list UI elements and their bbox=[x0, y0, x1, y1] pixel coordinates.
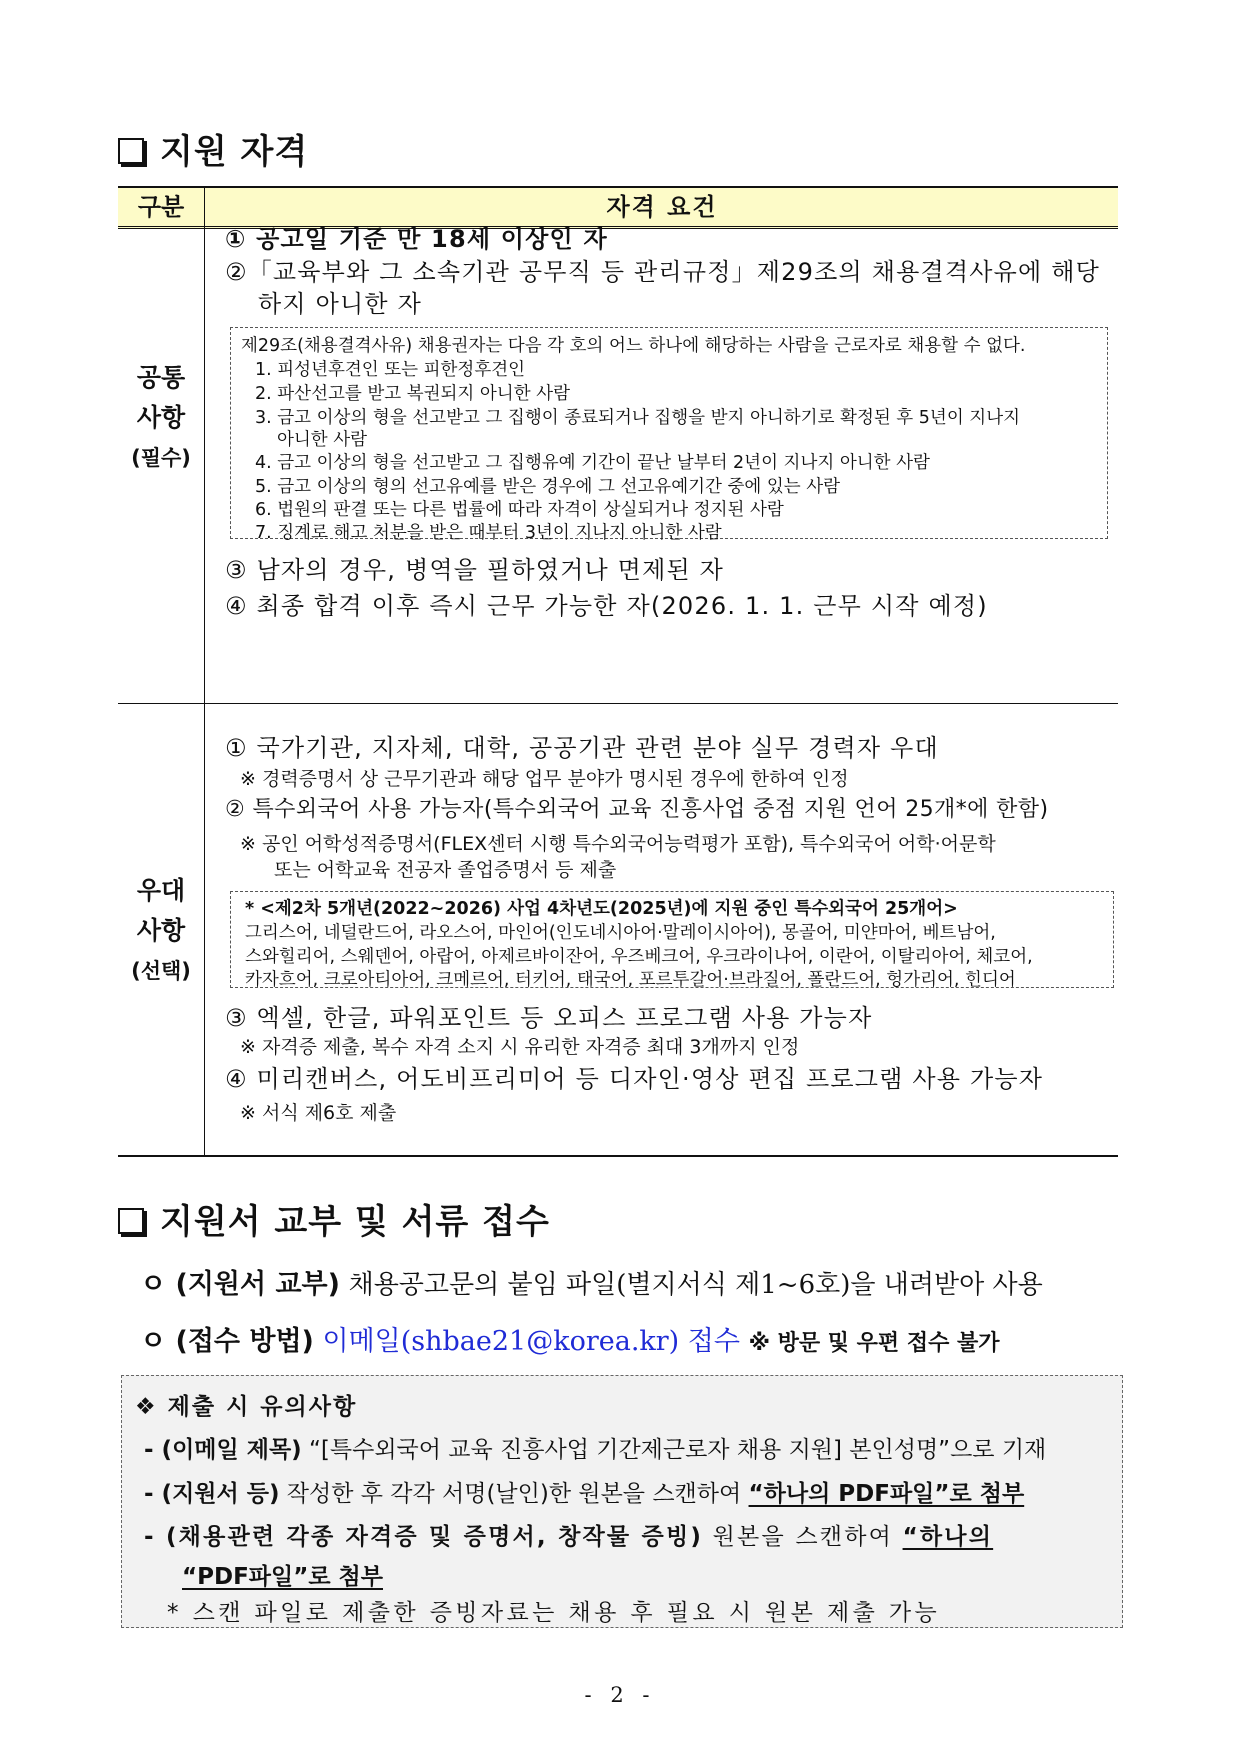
header-category: 구분 bbox=[137, 193, 185, 221]
category-preference: 우대 사항 (선택) bbox=[131, 876, 191, 983]
box-line: 6. 법원의 판결 또는 다른 법률에 따라 자격이 상실되거나 정지된 사람 bbox=[255, 500, 784, 520]
section-title-application: 지원서 교부 및 서류 접수 bbox=[118, 1194, 550, 1243]
pref-item-4: ④ 미리캔버스, 어도비프리미어 등 디자인·영상 편집 프로그램 사용 가능자 bbox=[225, 1065, 1044, 1093]
box-line: 2. 파산선고를 받고 복권되지 아니한 사람 bbox=[255, 384, 570, 404]
notice-line-application: - (지원서 등) 작성한 후 각각 서명(날인)한 원본을 스캔하여 “하나의 PDF파일”로 첨부 bbox=[144, 1481, 1025, 1507]
column-divider bbox=[204, 186, 205, 1157]
pref-item-2: ② 특수외국어 사용 가능자(특수외국어 교육 진흥사업 중점 지원 언어 25개*에 한함) bbox=[225, 797, 1049, 822]
languages-box bbox=[230, 891, 1114, 988]
section-title-qualification: 지원 자격 bbox=[118, 124, 308, 173]
languages-box-title: * <제2차 5개년(2022~2026) 사업 4차년도(2025년)에 지원 중인 특수외국어 25개어> bbox=[245, 899, 958, 919]
checkbox-square-icon bbox=[118, 1208, 144, 1234]
common-item-3: ③ 남자의 경우, 병역을 필하였거나 면제된 자 bbox=[225, 556, 725, 584]
notice-title: ❖ 제출 시 유의사항 bbox=[135, 1394, 358, 1420]
disqualification-box bbox=[230, 327, 1108, 543]
common-item-4: ④ 최종 합격 이후 즉시 근무 가능한 자(2026. 1. 1. 근무 시작 예정) bbox=[225, 592, 988, 620]
box-line: 1. 피성년후견인 또는 피한정후견인 bbox=[255, 360, 526, 380]
box-line: 5. 금고 이상의 형의 선고유예를 받은 경우에 그 선고유예기간 중에 있는 사람 bbox=[255, 477, 841, 497]
pref-note-4: ※ 서식 제6호 제출 bbox=[240, 1102, 397, 1124]
pref-note-2-cont: 또는 어학교육 전공자 졸업증명서 등 제출 bbox=[274, 859, 617, 881]
category-common: 공통 사항 (필수) bbox=[131, 363, 191, 470]
pref-note-2: ※ 공인 어학성적증명서(FLEX센터 시행 특수외국어능력평가 포함), 특수외국어 어학·어문학 bbox=[240, 833, 996, 855]
languages-line: 스와힐리어, 스웨덴어, 아랍어, 아제르바이잔어, 우즈베크어, 우크라이나어, 이란어, 이탈리아어, 체코어, bbox=[245, 947, 1033, 967]
checkbox-square-icon bbox=[118, 138, 144, 164]
bullet-application-form: ㅇ (지원서 교부) 채용공고문의 붙임 파일(별지서식 제1~6호)을 내려받아 사용 bbox=[140, 1269, 1043, 1300]
common-item-2: ②「교육부와 그 소속기관 공무직 등 관리규정」제29조의 채용결격사유에 해당 bbox=[225, 258, 1100, 286]
box-line: 3. 금고 이상의 형을 선고받고 그 집행이 종료되거나 집행을 받지 아니하기로 확정된 후 5년이 지나지 bbox=[255, 408, 1021, 428]
bullet-submission-method: ㅇ (접수 방법) 이메일(shbae21@korea.kr) 접수 ※ 방문 및 우편 접수 불가 bbox=[140, 1326, 1000, 1357]
notice-line-email-subject: - (이메일 제목) “[특수외국어 교육 진흥사업 기간제근로자 채용 지원] 본인성명”으로 기재 bbox=[144, 1437, 1047, 1463]
submission-notice-box bbox=[121, 1375, 1123, 1628]
common-item-2-cont: 하지 아니한 자 bbox=[258, 290, 422, 318]
box-line: 7. 징계로 해고 처분을 받은 때부터 3년이 지나지 아니한 사람 bbox=[255, 523, 722, 543]
languages-line: 카자흐어, 크로아티아어, 크메르어, 터키어, 태국어, 포르투갈어·브라질어, 폴란드어, 헝가리어, 힌디어 bbox=[245, 970, 1016, 990]
page-number: - 2 - bbox=[584, 1683, 656, 1707]
pref-item-1: ① 국가기관, 지자체, 대학, 공공기관 관련 분야 실무 경력자 우대 bbox=[225, 734, 939, 762]
row-divider bbox=[118, 703, 1118, 704]
box-line: 아니한 사람 bbox=[277, 430, 368, 450]
pref-note-1: ※ 경력증명서 상 근무기관과 해당 업무 분야가 명시된 경우에 한하여 인정 bbox=[240, 768, 849, 790]
notice-line-certificates: - (채용관련 각종 자격증 및 증명서, 창작물 증빙) 원본을 스캔하여 “하나의 bbox=[144, 1524, 994, 1550]
box-line: 제29조(채용결격사유) 채용권자는 다음 각 호의 어느 하나에 해당하는 사람을 근로자로 채용할 수 없다. bbox=[241, 336, 1026, 356]
pref-note-3: ※ 자격증 제출, 복수 자격 소지 시 유리한 자격증 최대 3개까지 인정 bbox=[240, 1036, 800, 1058]
header-requirements: 자격 요건 bbox=[606, 193, 718, 221]
notice-line-certificates-cont: “PDF파일”로 첨부 bbox=[182, 1564, 383, 1590]
notice-line-originals: * 스캔 파일로 제출한 증빙자료는 채용 후 필요 시 원본 제출 가능 bbox=[167, 1600, 941, 1626]
languages-line: 그리스어, 네덜란드어, 라오스어, 마인어(인도네시아어·말레이시아어), 몽골어, 미얀마어, 베트남어, bbox=[245, 923, 996, 943]
common-item-1: ① 공고일 기준 만 18세 이상인 자 bbox=[225, 225, 608, 253]
pref-item-3: ③ 엑셀, 한글, 파워포인트 등 오피스 프로그램 사용 가능자 bbox=[225, 1004, 873, 1032]
qualification-table bbox=[118, 186, 1118, 1157]
table-bottom-border bbox=[118, 1155, 1118, 1157]
box-line: 4. 금고 이상의 형을 선고받고 그 집행유예 기간이 끝난 날부터 2년이 지나지 아니한 사람 bbox=[255, 453, 930, 473]
email-address-link[interactable]: 이메일(shbae21@korea.kr) 접수 bbox=[322, 1326, 740, 1357]
